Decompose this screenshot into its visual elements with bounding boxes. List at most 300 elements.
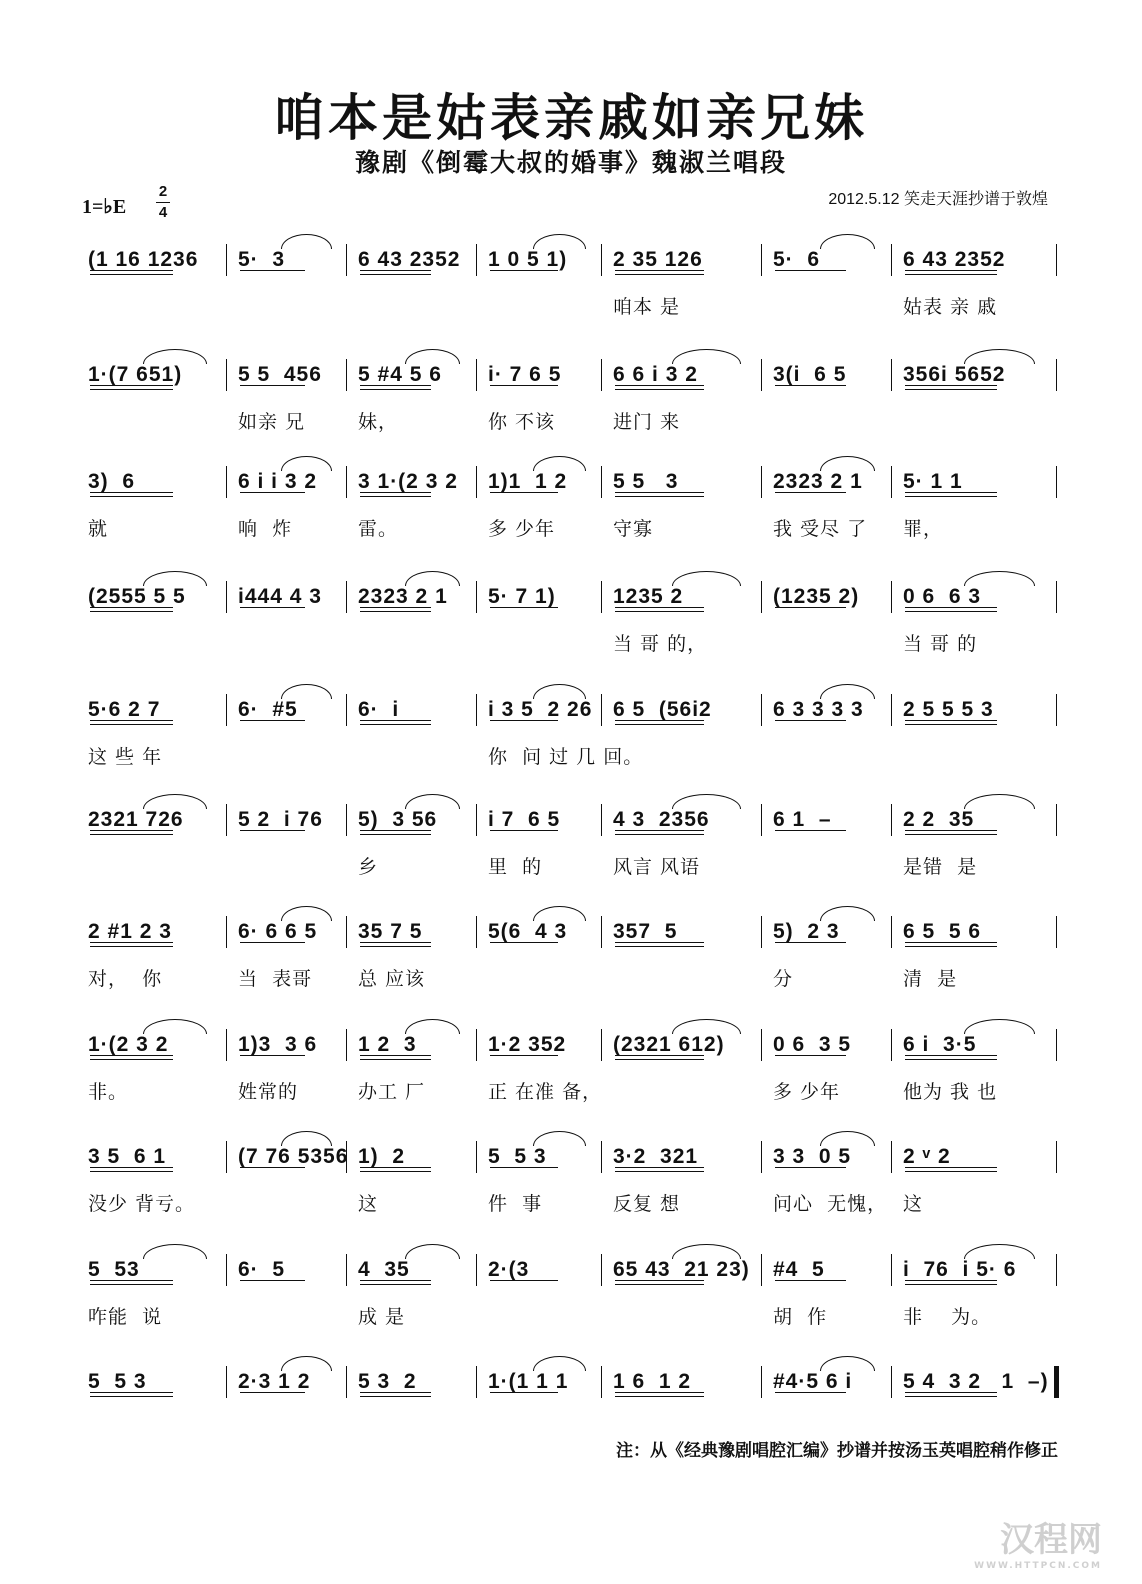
measure-notes: 6· i: [358, 698, 400, 721]
measure-notes: 4 3 2356: [613, 808, 710, 831]
beam-underline: [905, 385, 997, 390]
lyrics-line: [80, 627, 1060, 661]
measure-notes: 3 5 6 1: [88, 1145, 167, 1168]
beam-underline: [240, 1280, 305, 1281]
bar-line: [346, 581, 347, 613]
measure-notes: 357 5: [613, 920, 678, 943]
measure-notes: 5(6 4 3: [488, 920, 568, 943]
measure-lyrics: 你 问 过 几 回。: [488, 746, 644, 768]
measure-lyrics: 对， 你: [88, 968, 163, 990]
beam-underline: [360, 1280, 431, 1285]
measure-lyrics: 没少 背亏。: [88, 1193, 196, 1215]
notes-line: [80, 577, 1060, 617]
lyrics-line: [80, 740, 1060, 774]
beam-underline: [615, 270, 704, 275]
beam-underline: [490, 1055, 558, 1056]
measure-notes: 1·2 352: [488, 1033, 567, 1056]
slur-arc: [820, 684, 875, 699]
measure-notes: i 7 6 5: [488, 808, 561, 831]
beam-underline: [90, 1280, 173, 1285]
beam-underline: [905, 270, 997, 275]
beam-underline: [775, 1280, 846, 1281]
slur-arc: [405, 794, 460, 809]
beam-underline: [775, 385, 846, 386]
beam-underline: [490, 1392, 558, 1393]
bar-line: [346, 804, 347, 836]
beam-underline: [90, 270, 173, 275]
bar-line: [601, 1141, 602, 1173]
lyrics-line: [80, 290, 1060, 324]
beam-underline: [905, 492, 997, 497]
beam-underline: [90, 1392, 173, 1397]
measure-notes: 5 5 456: [238, 363, 322, 386]
score-system: [80, 355, 1060, 445]
measure-notes: 1 2 3: [358, 1033, 417, 1056]
time-top: 2: [158, 183, 168, 200]
bar-line: [1056, 694, 1057, 726]
measure-notes: 5 4 3 2 1 –): [903, 1370, 1049, 1393]
beam-underline: [360, 270, 431, 275]
bar-line: [601, 1366, 602, 1398]
measure-lyrics: 进门 来: [613, 411, 681, 433]
bar-line: [891, 804, 892, 836]
measure-notes: 4 35: [358, 1258, 410, 1281]
bar-line: [891, 581, 892, 613]
bar-line: [761, 1254, 762, 1286]
score-system: [80, 1137, 1060, 1227]
measure-lyrics: 正 在准 备，: [488, 1081, 603, 1103]
measure-lyrics: 妹，: [358, 411, 399, 433]
bar-line: [476, 1254, 477, 1286]
measure-lyrics: 守寡: [613, 518, 654, 540]
measure-lyrics: 办工 厂: [358, 1081, 426, 1103]
bar-line: [761, 804, 762, 836]
beam-underline: [775, 492, 846, 493]
measure-notes: 2 ᵛ 2: [903, 1145, 951, 1168]
beam-underline: [240, 1392, 305, 1393]
notes-line: [80, 1137, 1060, 1177]
measure-notes: 3 3 0 5: [773, 1145, 852, 1168]
bar-line: [601, 1254, 602, 1286]
beam-underline: [615, 492, 704, 497]
bar-line: [1056, 1141, 1057, 1173]
measure-notes: 1235 2: [613, 585, 684, 608]
beam-underline: [240, 385, 305, 386]
measure-lyrics: 总 应该: [358, 968, 426, 990]
measure-notes: 6 43 2352: [358, 248, 461, 271]
slur-arc: [964, 1019, 1035, 1034]
measure-lyrics: 这: [358, 1193, 379, 1215]
measure-lyrics: 乡: [358, 856, 379, 878]
time-bottom: 4: [158, 204, 168, 221]
measure-notes: 1)1 1 2: [488, 470, 568, 493]
measure-notes: 2·3 1 2: [238, 1370, 311, 1393]
measure-lyrics: 非。: [88, 1081, 129, 1103]
time-signature: [156, 183, 170, 222]
measure-lyrics: 罪，: [903, 518, 944, 540]
bar-line: [226, 581, 227, 613]
measure-lyrics: 多 少年: [773, 1081, 841, 1103]
beam-underline: [905, 830, 997, 835]
notes-line: [80, 1362, 1060, 1402]
measure-notes: 6· 6 6 5: [238, 920, 318, 943]
bar-line: [226, 916, 227, 948]
beam-underline: [905, 1167, 997, 1172]
beam-underline: [360, 942, 431, 947]
beam-underline: [905, 942, 997, 947]
measure-notes: 5 5 3: [488, 1145, 547, 1168]
score-subtitle: 豫剧《倒霉大叔的婚事》魏淑兰唱段: [354, 148, 787, 177]
bar-line: [761, 244, 762, 276]
bar-line: [346, 1254, 347, 1286]
measure-notes: 5 #4 5 6: [358, 363, 442, 386]
beam-underline: [775, 1055, 846, 1056]
measure-lyrics: 雷。: [358, 518, 399, 540]
bar-line: [476, 466, 477, 498]
slur-arc: [672, 1244, 741, 1259]
bar-line: [476, 581, 477, 613]
slur-arc: [533, 906, 586, 921]
slur-arc: [405, 571, 460, 586]
beam-underline: [490, 270, 558, 271]
bar-line: [476, 804, 477, 836]
measure-notes: 5· 1 1: [903, 470, 963, 493]
slur-arc: [533, 1356, 586, 1371]
beam-underline: [360, 1055, 431, 1060]
bar-line: [346, 1141, 347, 1173]
measure-notes: 2 35 126: [613, 248, 703, 271]
score-system: [80, 1025, 1060, 1115]
measure-notes: 5· 7 1): [488, 585, 556, 608]
slur-arc: [672, 1019, 741, 1034]
bar-line: [226, 1366, 227, 1398]
beam-underline: [615, 1055, 704, 1060]
lyrics-line: [80, 1187, 1060, 1221]
beam-underline: [905, 720, 997, 725]
beam-underline: [240, 1167, 305, 1168]
bar-line: [761, 1141, 762, 1173]
bar-line: [601, 581, 602, 613]
beam-underline: [90, 492, 173, 497]
measure-notes: i 76 i 5· 6: [903, 1258, 1017, 1281]
measure-lyrics: 你 不该: [488, 411, 556, 433]
beam-underline: [490, 830, 558, 831]
slur-arc: [405, 349, 460, 364]
lyrics-line: [80, 512, 1060, 546]
beam-underline: [905, 1392, 997, 1397]
beam-underline: [360, 492, 431, 497]
measure-notes: 2 2 35: [903, 808, 975, 831]
bar-line: [476, 694, 477, 726]
measure-lyrics: 这 些 年: [88, 746, 163, 768]
bar-line: [1056, 581, 1057, 613]
final-barline: [1054, 1366, 1059, 1398]
notes-line: [80, 1025, 1060, 1065]
bar-line: [1056, 359, 1057, 391]
bar-line: [761, 1029, 762, 1061]
measure-notes: 1·(7 651): [88, 363, 183, 386]
bar-line: [226, 1254, 227, 1286]
beam-underline: [90, 720, 173, 725]
beam-underline: [490, 942, 558, 943]
beam-underline: [240, 830, 305, 831]
bar-line: [476, 1029, 477, 1061]
slur-arc: [405, 1019, 460, 1034]
beam-underline: [490, 385, 558, 386]
measure-lyrics: 胡 作: [773, 1306, 828, 1328]
measure-notes: (7 76 5356: [238, 1145, 349, 1168]
slur-arc: [143, 571, 207, 586]
measure-notes: 2323 2 1: [358, 585, 448, 608]
beam-underline: [775, 1392, 846, 1393]
beam-underline: [90, 607, 173, 612]
measure-notes: 5) 3 56: [358, 808, 438, 831]
beam-underline: [360, 607, 431, 612]
beam-underline: [615, 607, 704, 612]
measure-lyrics: 问心 无愧，: [773, 1193, 888, 1215]
bar-line: [1056, 804, 1057, 836]
bar-line: [761, 359, 762, 391]
watermark-url: WWW.HTTPCN.COM: [974, 1561, 1102, 1571]
bar-line: [601, 359, 602, 391]
notes-line: [80, 462, 1060, 502]
measure-notes: 6 5 (56i2: [613, 698, 712, 721]
slur-arc: [143, 1244, 207, 1259]
bar-line: [476, 244, 477, 276]
slur-arc: [964, 349, 1035, 364]
measure-notes: 6 3 3 3 3: [773, 698, 864, 721]
beam-underline: [360, 385, 431, 390]
measure-notes: 5 5 3: [88, 1370, 147, 1393]
measure-notes: 6 i i 3 2: [238, 470, 318, 493]
bar-line: [891, 1254, 892, 1286]
measure-lyrics: 我 受尽 了: [773, 518, 868, 540]
beam-underline: [90, 1167, 173, 1172]
notes-line: [80, 800, 1060, 840]
bar-line: [761, 466, 762, 498]
measure-notes: 5 2 i 76: [238, 808, 323, 831]
beam-underline: [240, 270, 305, 271]
beam-underline: [775, 830, 846, 831]
score-system: [80, 690, 1060, 780]
beam-underline: [240, 607, 305, 608]
bar-line: [1056, 1029, 1057, 1061]
measure-notes: 65 43 21 23): [613, 1258, 750, 1281]
measure-lyrics: 这: [903, 1193, 924, 1215]
slur-arc: [281, 1356, 332, 1371]
bar-line: [761, 1366, 762, 1398]
measure-notes: i 3 5 2 26: [488, 698, 593, 721]
slur-arc: [533, 684, 586, 699]
watermark-text: 汉程网: [1000, 1520, 1102, 1560]
measure-notes: (1 16 1236: [88, 248, 199, 271]
measure-lyrics: 咱本 是: [613, 296, 681, 318]
beam-underline: [490, 607, 558, 608]
measure-notes: 6 6 i 3 2: [613, 363, 698, 386]
measure-lyrics: 反复 想: [613, 1193, 681, 1215]
beam-underline: [615, 830, 704, 835]
measure-notes: 3 1·(2 3 2: [358, 470, 458, 493]
slur-arc: [820, 1131, 875, 1146]
measure-notes: 3·2 321: [613, 1145, 699, 1168]
bar-line: [601, 1029, 602, 1061]
measure-notes: 6 43 2352: [903, 248, 1006, 271]
bar-line: [346, 916, 347, 948]
bar-line: [891, 1029, 892, 1061]
bar-line: [226, 694, 227, 726]
measure-notes: (2555 5 5: [88, 585, 186, 608]
lyrics-line: [80, 962, 1060, 996]
bar-line: [601, 694, 602, 726]
slur-arc: [533, 456, 586, 471]
beam-underline: [240, 1055, 305, 1056]
beam-underline: [615, 720, 704, 725]
measure-notes: 1) 2: [358, 1145, 406, 1168]
notes-line: [80, 690, 1060, 730]
slur-arc: [820, 1356, 875, 1371]
bar-line: [476, 916, 477, 948]
measure-notes: 35 7 5: [358, 920, 423, 943]
slur-arc: [143, 794, 207, 809]
bar-line: [601, 916, 602, 948]
measure-notes: 6· 5: [238, 1258, 286, 1281]
notes-line: [80, 355, 1060, 395]
measure-notes: 0 6 3 5: [773, 1033, 852, 1056]
measure-notes: 1)3 3 6: [238, 1033, 318, 1056]
measure-notes: (1235 2): [773, 585, 860, 608]
bar-line: [476, 359, 477, 391]
notes-line: [80, 240, 1060, 280]
beam-underline: [905, 607, 997, 612]
bar-line: [346, 1366, 347, 1398]
measure-notes: 2 #1 2 3: [88, 920, 172, 943]
measure-lyrics: 他为 我 也: [903, 1081, 998, 1103]
score-title: 咱本是姑表亲戚如亲兄妹: [274, 88, 868, 147]
bar-line: [226, 244, 227, 276]
beam-underline: [905, 1280, 997, 1285]
lyrics-line: [80, 1300, 1060, 1334]
measure-notes: 5· 6: [773, 248, 821, 271]
score-system: [80, 462, 1060, 552]
bar-line: [601, 244, 602, 276]
key-signature: 1=♭E: [82, 196, 127, 218]
bar-line: [346, 244, 347, 276]
measure-lyrics: 清 是: [903, 968, 958, 990]
measure-lyrics: 姓常的: [238, 1081, 299, 1103]
beam-underline: [490, 1167, 558, 1168]
beam-underline: [775, 942, 846, 943]
beam-underline: [240, 942, 305, 943]
slur-arc: [533, 234, 586, 249]
score-system: [80, 577, 1060, 667]
footnote: 注：从《经典豫剧唱腔汇编》抄谱并按汤玉英唱腔稍作修正: [616, 1441, 1058, 1461]
beam-underline: [360, 1167, 431, 1172]
beam-underline: [490, 720, 558, 721]
beam-underline: [360, 830, 431, 835]
bar-line: [346, 359, 347, 391]
measure-lyrics: 咋能 说: [88, 1306, 163, 1328]
measure-notes: 2 5 5 5 3: [903, 698, 994, 721]
slur-arc: [281, 906, 332, 921]
measure-notes: 2323 2 1: [773, 470, 863, 493]
beam-underline: [775, 270, 846, 271]
measure-lyrics: 分: [773, 968, 794, 990]
measure-notes: 5 3 2: [358, 1370, 417, 1393]
measure-lyrics: 里 的: [488, 856, 543, 878]
beam-underline: [615, 1392, 704, 1397]
bar-line: [346, 694, 347, 726]
bar-line: [1056, 1254, 1057, 1286]
measure-lyrics: 是错 是: [903, 856, 978, 878]
measure-lyrics: 成 是: [358, 1306, 406, 1328]
bar-line: [226, 1141, 227, 1173]
bar-line: [891, 694, 892, 726]
measure-notes: 5·6 2 7: [88, 698, 161, 721]
measure-lyrics: 风言 风语: [613, 856, 701, 878]
slur-arc: [964, 571, 1035, 586]
bar-line: [891, 1366, 892, 1398]
bar-line: [891, 244, 892, 276]
beam-underline: [360, 1392, 431, 1397]
measure-notes: 3(i 6 5: [773, 363, 847, 386]
measure-notes: 5) 2 3: [773, 920, 840, 943]
measure-notes: 6 1 –: [773, 808, 832, 831]
transcriber-credit: 2012.5.12 笑走天涯抄谱于敦煌: [828, 191, 1048, 208]
bar-line: [601, 466, 602, 498]
beam-underline: [775, 1167, 846, 1168]
measure-notes: #4 5: [773, 1258, 825, 1281]
measure-lyrics: 当 哥 的，: [613, 633, 708, 655]
bar-line: [891, 466, 892, 498]
bar-line: [346, 466, 347, 498]
measure-lyrics: 如亲 兄: [238, 411, 306, 433]
measure-notes: 5· 3: [238, 248, 286, 271]
score-system: [80, 912, 1060, 1002]
slur-arc: [672, 571, 741, 586]
measure-notes: i444 4 3: [238, 585, 322, 608]
bar-line: [226, 1029, 227, 1061]
slur-arc: [281, 1131, 332, 1146]
measure-notes: #4·5 6 i: [773, 1370, 853, 1393]
beam-underline: [240, 720, 305, 721]
score-system: [80, 1250, 1060, 1340]
bar-line: [476, 1141, 477, 1173]
beam-underline: [90, 942, 173, 947]
measure-lyrics: 就: [88, 518, 109, 540]
beam-underline: [90, 1055, 173, 1060]
slur-arc: [281, 456, 332, 471]
measure-notes: i· 7 6 5: [488, 363, 562, 386]
beam-underline: [905, 1055, 997, 1060]
measure-notes: 2·(3: [488, 1258, 530, 1281]
measure-lyrics: 件 事: [488, 1193, 543, 1215]
beam-underline: [90, 830, 173, 835]
bar-line: [1056, 466, 1057, 498]
bar-line: [891, 359, 892, 391]
notes-line: [80, 1250, 1060, 1290]
measure-notes: 0 6 6 3: [903, 585, 982, 608]
bar-line: [891, 916, 892, 948]
bar-line: [226, 466, 227, 498]
measure-notes: 5 5 3: [613, 470, 679, 493]
measure-notes: 1 0 5 1): [488, 248, 568, 271]
measure-lyrics: 响 炸: [238, 518, 293, 540]
notes-line: [80, 912, 1060, 952]
watermark-logo: [974, 1512, 1102, 1571]
slur-arc: [820, 234, 875, 249]
beam-underline: [775, 720, 846, 721]
beam-underline: [490, 1280, 558, 1281]
